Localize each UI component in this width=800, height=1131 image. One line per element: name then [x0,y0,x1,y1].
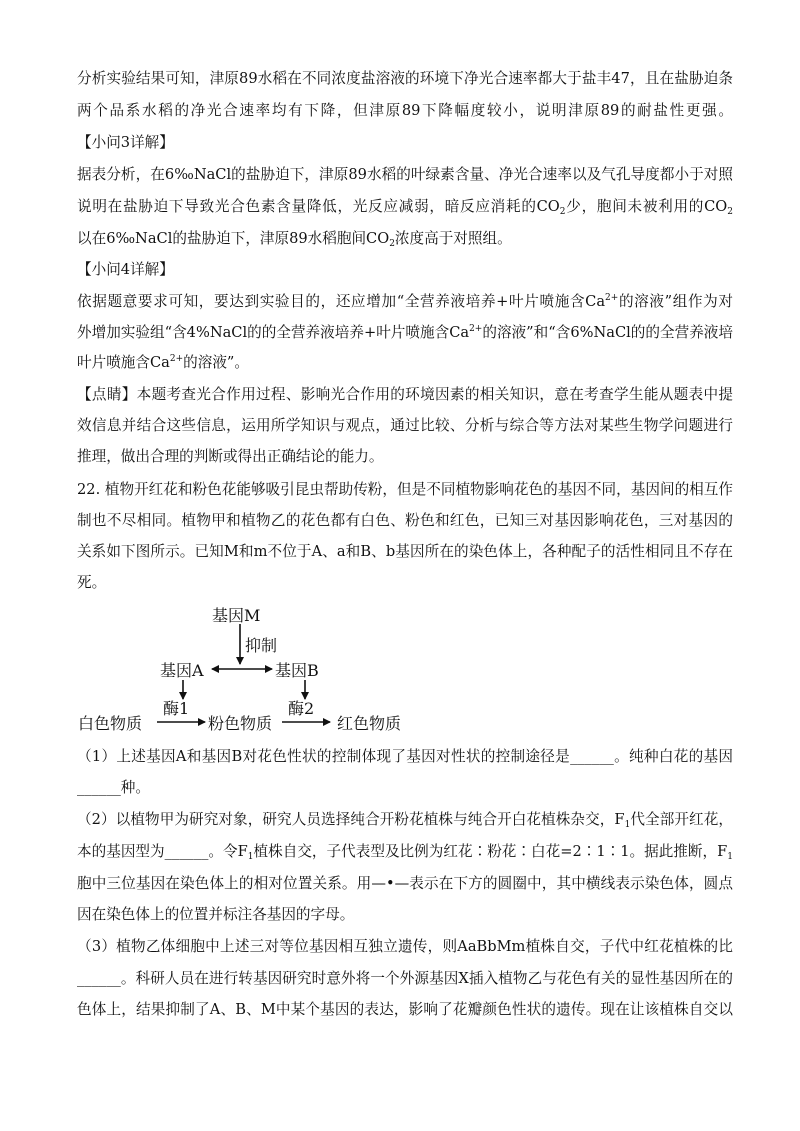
text-segment: 【小问4详解】 [77,261,174,278]
gene-interaction-diagram [0,590,800,740]
subscript: 1 [727,852,733,862]
text-line [77,133,733,153]
text-segment: 植株自交，子代表型及比例为红花∶粉花∶白花=2∶1∶1。据此推断，F [253,843,728,860]
red-substance-label: 红色物质 [337,714,402,733]
text-segment: 外增加实验组“含4%NaCl的的全营养液培养+叶片喷施含Ca [77,324,470,341]
inhibit-label: 抑制 [245,636,278,655]
text-segment: 色体上，结果抑制了A、B、M中某个基因的表达，影响了花瓣颜色性状的遗传。现在让该植株自交以 [77,1001,733,1018]
subscript: 2 [559,207,566,217]
text-segment: 本的基因型为______。令F [77,843,248,860]
text-segment: 两个品系水稻的净光合速率均有下降，但津原89下降幅度较小，说明津原89的耐盐性更强。 [77,102,733,119]
text-line [77,260,733,280]
gene-m-label: 基因M [212,606,261,625]
gene-b-label: 基因B [275,661,319,680]
text-line [77,69,733,89]
subscript: 1 [247,852,254,862]
text-segment: 制也不尽相同。植物甲和植物乙的花色都有白色、粉色和红色，已知三对基因影响花色，三对基因的 [77,512,733,529]
text-segment: （2）以植物甲为研究对象，研究人员选择纯合开粉花植株与纯合开白花植株杂交，F [77,811,625,828]
text-line [77,447,733,467]
text-line [77,778,733,798]
text-line [77,937,733,957]
text-line [77,747,733,767]
text-line [77,101,733,121]
text-line [77,874,733,894]
text-segment: ______种。 [77,779,150,796]
enzyme1-label: 酶1 [163,699,190,718]
text-segment: ______。科研人员在进行转基因研究时意外将一个外源基因X插入植物乙与花色有关的显性基因所在的 [77,970,733,987]
text-segment: 的溶液”组作为对 [618,293,733,310]
white-substance-label: 白色物质 [78,714,143,733]
text-segment: 分析实验结果可知，津原89水稻在不同浓度盐溶液的环境下净光合速率都大于盐丰47，且在盐胁迫条 [77,70,733,87]
enzyme2-label: 酶2 [288,699,315,718]
text-segment: 【小问3详解】 [77,134,174,151]
text-segment: 死。 [77,574,107,591]
text-line [77,197,733,217]
text-line [77,511,733,531]
text-segment: 少，胞间未被利用的CO [565,198,728,215]
text-segment: 推理，做出合理的判断或得出正确结论的能力。 [77,448,384,465]
gene-a-label: 基因A [160,661,204,680]
subscript: 1 [624,820,631,830]
chromosome-dot-icon: —•— [371,875,410,892]
text-line [77,810,733,830]
text-segment: 22. 植物开红花和粉色花能够吸引昆虫帮助传粉，但是不同植物影响花色的基因不同，基因间的相互作 [77,481,733,498]
text-line [77,969,733,989]
text-segment: 的溶液”。 [183,354,249,371]
text-line [77,905,733,925]
text-line [77,1000,733,1020]
text-line [77,842,733,862]
subscript: 2 [727,207,733,217]
text-line [77,165,733,185]
text-segment: 以在6‰NaCl的盐胁迫下，津原89水稻胞间CO [77,230,390,247]
text-segment: 叶片喷施含Ca [77,354,170,371]
text-segment: 说明在盐胁迫下导致光合色素含量降低，光反应减弱，暗反应消耗的CO [77,198,560,215]
text-segment: 效信息并结合这些信息，运用所学知识与观点，通过比较、分析与综合等方法对某些生物学问题进行 [77,417,733,434]
text-segment: 据表分析，在6‰NaCl的盐胁迫下，津原89水稻的叶绿素含量、净光合速率以及气孔导度都小于对照 [77,166,733,183]
text-segment: 关系如下图所示。已知M和m不位于A、a和B、b基因所在的染色体上，各种配子的活性相同且不存在 [77,543,733,560]
text-segment: 表示在下方的圆圈中，其中横线表示染色体，圆点 [409,875,733,892]
text-segment: 因在染色体上的位置并标注各基因的字母。 [77,906,355,923]
text-line [77,292,733,312]
text-segment: 浓度高于对照组。 [394,230,512,247]
pink-substance-label: 粉色物质 [208,714,273,733]
text-line [77,416,733,436]
text-line [77,542,733,562]
text-segment: 胞中三位基因在染色体上的相对位置关系。用 [77,875,372,892]
text-segment: 【点睛】本题考查光合作用过程、影响光合作用的环境因素的相关知识，意在考查学生能从题表中提 [77,386,733,403]
text-segment: （3）植物乙体细胞中上述三对等位基因相互独立遗传，则AaBbMm植株自交，子代中红花植株的比 [77,938,733,955]
text-line [77,323,733,343]
text-line [77,385,733,405]
superscript: 2+ [469,324,483,334]
subscript: 2 [389,239,395,249]
superscript: 2+ [169,354,184,364]
text-line [77,353,733,373]
text-segment: （1）上述基因A和基因B对花色性状的控制体现了基因对性状的控制途径是______。纯种白花的基因 [77,748,733,765]
text-segment: 依据题意要求可知，要达到实验目的，还应增加“全营养液培养+叶片喷施含Ca [77,293,606,310]
text-line [77,229,733,249]
text-segment: 代全部开红花， [630,811,733,828]
superscript: 2+ [605,293,619,303]
text-segment: 的溶液”和“含6%NaCl的的全营养液培 [482,324,733,341]
text-line [77,480,733,500]
